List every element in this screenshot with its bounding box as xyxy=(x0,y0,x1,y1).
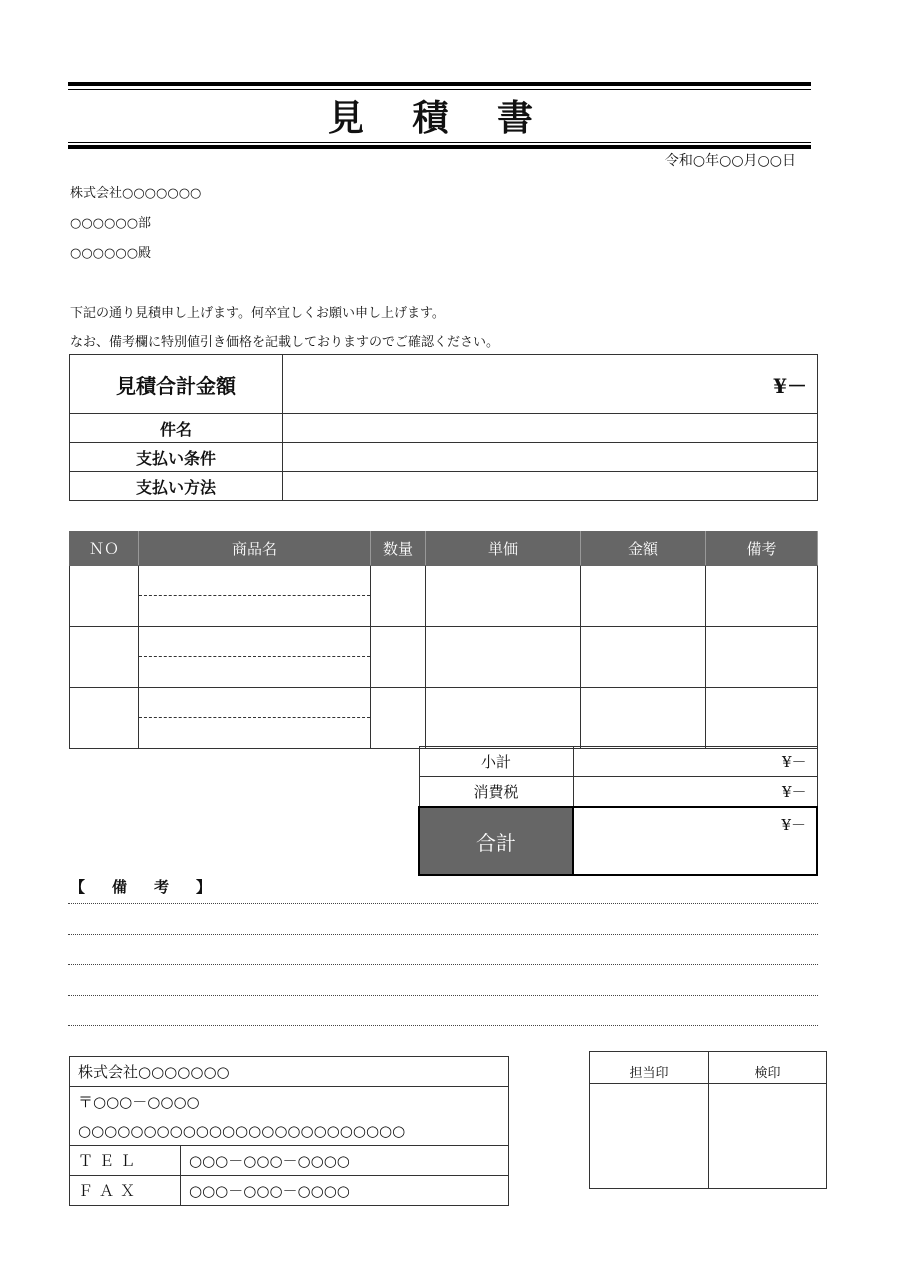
issue-date: 令和○年○○月○○日 xyxy=(664,153,796,169)
issuer-address: ○○○○○○○○○○○○○○○○○○○○○○○○○ xyxy=(70,1116,509,1146)
header-amount: 金額 xyxy=(581,532,706,566)
person-in-charge-stamp-box[interactable] xyxy=(590,1084,709,1189)
tel-label: ＴＥＬ xyxy=(70,1146,181,1176)
remarks-line xyxy=(68,1025,818,1026)
title-rule-bottom-thick xyxy=(68,145,811,149)
table-row xyxy=(70,566,818,627)
payment-method-label: 支払い方法 xyxy=(70,472,283,501)
cell-quantity xyxy=(371,566,426,627)
items-table xyxy=(69,531,818,749)
table-row xyxy=(70,627,818,688)
recipient-company: 株式会社○○○○○○○ xyxy=(70,186,202,201)
header-unit-price: 単価 xyxy=(426,532,581,566)
cell-no xyxy=(70,566,139,627)
remarks-heading: 【 備 考 】 xyxy=(70,878,218,896)
cell-quantity xyxy=(371,627,426,688)
cell-product-name xyxy=(139,566,371,627)
cell-no xyxy=(70,688,139,749)
grand-total-label: 合計 xyxy=(419,807,573,875)
issuer-company-name: 株式会社○○○○○○○ xyxy=(70,1057,509,1087)
cell-remarks xyxy=(706,566,818,627)
title-rule-top-thick xyxy=(68,82,811,86)
issuer-postal-code: 〒○○○－○○○○ xyxy=(70,1087,509,1117)
tel-value: ○○○－○○○－○○○○ xyxy=(181,1146,509,1176)
total-amount-label: 見積合計金額 xyxy=(70,355,283,414)
inspection-stamp-box[interactable] xyxy=(709,1084,827,1189)
remarks-line xyxy=(68,903,818,904)
cell-amount xyxy=(581,566,706,627)
totals-table xyxy=(418,746,818,876)
person-in-charge-stamp-label: 担当印 xyxy=(590,1052,709,1084)
remarks-line xyxy=(68,995,818,996)
summary-table xyxy=(69,354,818,501)
remarks-line xyxy=(68,964,818,965)
title-rule-bottom-thin xyxy=(68,142,811,143)
subject-label: 件名 xyxy=(70,414,283,443)
document-title: 見 積 書 xyxy=(327,97,552,139)
inspection-stamp-label: 検印 xyxy=(709,1052,827,1084)
payment-method-value xyxy=(283,472,818,501)
header-product-name: 商品名 xyxy=(139,532,371,566)
payment-terms-value xyxy=(283,443,818,472)
recipient-department: ○○○○○○部 xyxy=(70,216,152,231)
payment-terms-label: 支払い条件 xyxy=(70,443,283,472)
table-row xyxy=(70,688,818,749)
grand-total-value: ¥－ xyxy=(573,807,817,875)
cell-remarks xyxy=(706,688,818,749)
intro-line-1: 下記の通り見積申し上げます。何卒宜しくお願い申し上げます。 xyxy=(70,306,445,321)
subtotal-label: 小計 xyxy=(419,747,573,777)
cell-unit-price xyxy=(426,688,581,749)
fax-label: ＦＡＸ xyxy=(70,1176,181,1206)
remarks-line xyxy=(68,934,818,935)
cell-product-name xyxy=(139,627,371,688)
cell-product-name xyxy=(139,688,371,749)
stamp-table xyxy=(589,1051,827,1189)
cell-quantity xyxy=(371,688,426,749)
cell-amount xyxy=(581,688,706,749)
intro-line-2: なお、備考欄に特別値引き価格を記載しておりますのでご確認ください。 xyxy=(70,335,500,350)
issuer-info-table xyxy=(69,1056,509,1206)
cell-unit-price xyxy=(426,627,581,688)
cell-unit-price xyxy=(426,566,581,627)
cell-no xyxy=(70,627,139,688)
items-header-row xyxy=(70,532,818,566)
header-quantity: 数量 xyxy=(371,532,426,566)
subtotal-value: ¥－ xyxy=(573,747,817,777)
header-remarks: 備考 xyxy=(706,532,818,566)
total-amount-value: ¥－ xyxy=(283,355,818,414)
recipient-person: ○○○○○○殿 xyxy=(70,246,152,261)
tax-label: 消費税 xyxy=(419,777,573,808)
title-rule-top-thin xyxy=(68,89,811,90)
subject-value xyxy=(283,414,818,443)
cell-remarks xyxy=(706,627,818,688)
cell-amount xyxy=(581,627,706,688)
fax-value: ○○○－○○○－○○○○ xyxy=(181,1176,509,1206)
header-no: ＮＯ xyxy=(70,532,139,566)
tax-value: ¥－ xyxy=(573,777,817,808)
